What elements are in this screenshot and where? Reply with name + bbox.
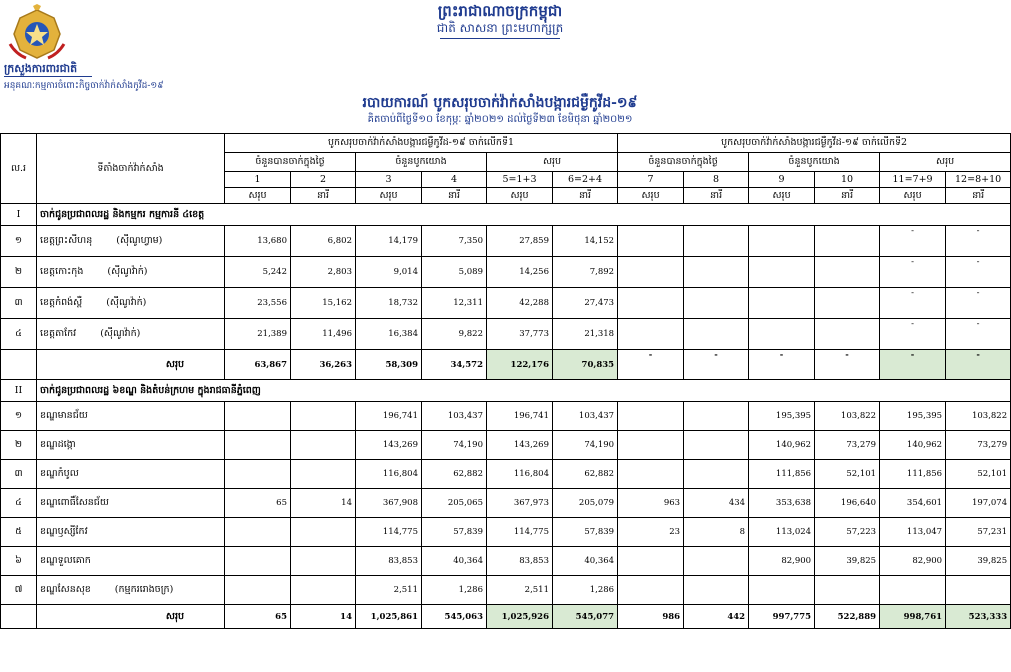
data-cell: 57,223 <box>815 518 880 547</box>
data-cell <box>946 576 1011 605</box>
ministry-name: ក្រសួងការពារជាតិ <box>4 62 78 75</box>
place-name: ខណ្ឌកំបូល <box>40 468 79 479</box>
data-cell <box>291 547 356 576</box>
data-cell <box>684 319 749 350</box>
column-number: 12=8+10 <box>946 172 1011 188</box>
data-cell: 116,804 <box>356 460 422 489</box>
total-row <box>1 605 1011 629</box>
column-number: 5=1+3 <box>487 172 553 188</box>
data-cell: 354,601 <box>880 489 946 518</box>
total-cell: 65 <box>225 605 291 629</box>
data-cell: 52,101 <box>946 460 1011 489</box>
header-dose2-cumulative: ចំនួនបូកយោង <box>749 153 880 172</box>
total-cell <box>815 350 880 380</box>
dash-value: - <box>976 350 980 360</box>
data-cell: 15,162 <box>291 288 356 319</box>
column-unit: សរុប <box>356 188 422 204</box>
total-cell: 523,333 <box>946 605 1011 629</box>
place-cell <box>37 431 225 460</box>
row-number: ១ <box>1 402 37 431</box>
place-name: ខណ្ឌទួលគោក <box>40 555 91 566</box>
header-no: ល.រ <box>1 134 37 204</box>
dash-value: - <box>910 350 915 360</box>
data-cell: 353,638 <box>749 489 815 518</box>
data-cell: 143,269 <box>356 431 422 460</box>
report-header <box>0 0 1000 132</box>
data-cell: 21,389 <box>225 319 291 350</box>
place-name: ខណ្ឌសែនសុខ <box>40 584 91 595</box>
place-name: ខណ្ឌឫស្សីកែវ <box>40 526 88 537</box>
place-cell <box>37 576 225 605</box>
data-cell <box>225 431 291 460</box>
data-cell <box>618 226 684 257</box>
data-cell: 1,286 <box>553 576 618 605</box>
data-cell <box>749 288 815 319</box>
data-cell: 40,364 <box>422 547 487 576</box>
data-cell <box>749 226 815 257</box>
data-cell <box>684 226 749 257</box>
data-cell: 103,822 <box>815 402 880 431</box>
data-cell: 116,804 <box>487 460 553 489</box>
ministry-underline <box>4 76 92 77</box>
data-cell <box>618 288 684 319</box>
dash-value: - <box>911 288 914 298</box>
total-cell: 122,176 <box>487 350 553 380</box>
data-cell: 12,311 <box>422 288 487 319</box>
data-cell <box>815 257 880 288</box>
column-number: 8 <box>684 172 749 188</box>
row-number: ៣ <box>1 288 37 319</box>
place-name: ខេត្តកំពង់ស្ពឺ <box>40 297 83 308</box>
data-cell: 195,395 <box>880 402 946 431</box>
place-cell <box>37 319 225 350</box>
data-cell: 113,024 <box>749 518 815 547</box>
dash-value: - <box>976 257 980 267</box>
total-cell: 998,761 <box>880 605 946 629</box>
data-cell: 2,511 <box>356 576 422 605</box>
row-number: ២ <box>1 257 37 288</box>
data-cell: 16,384 <box>356 319 422 350</box>
place-cell <box>37 402 225 431</box>
column-unit: នារី <box>553 188 618 204</box>
data-cell <box>684 402 749 431</box>
dash-value: - <box>845 350 849 360</box>
data-cell <box>684 288 749 319</box>
data-cell <box>815 319 880 350</box>
data-cell <box>618 547 684 576</box>
data-cell: 39,825 <box>815 547 880 576</box>
place-cell <box>37 288 225 319</box>
total-cell <box>618 350 684 380</box>
table-row <box>1 518 1011 547</box>
data-cell <box>946 257 1011 288</box>
data-cell: 8 <box>684 518 749 547</box>
data-cell: 7,892 <box>553 257 618 288</box>
column-number: 11=7+9 <box>880 172 946 188</box>
data-cell: 205,079 <box>553 489 618 518</box>
column-unit: សរុប <box>880 188 946 204</box>
table-row <box>1 576 1011 605</box>
total-no-cell <box>1 605 37 629</box>
data-cell: 82,900 <box>880 547 946 576</box>
place-cell <box>37 226 225 257</box>
section-number: II <box>1 380 37 402</box>
column-number: 2 <box>291 172 356 188</box>
data-cell: 57,231 <box>946 518 1011 547</box>
section-number: I <box>1 204 37 226</box>
data-cell: 111,856 <box>880 460 946 489</box>
total-cell <box>946 350 1011 380</box>
data-cell: 196,741 <box>356 402 422 431</box>
data-cell: 83,853 <box>356 547 422 576</box>
data-cell: 73,279 <box>815 431 880 460</box>
data-cell <box>618 319 684 350</box>
row-number: ១ <box>1 226 37 257</box>
dash-value: - <box>976 319 980 329</box>
place-name: ខេត្តព្រះសីហនុ <box>40 235 93 246</box>
data-cell: 195,395 <box>749 402 815 431</box>
data-cell: 42,288 <box>487 288 553 319</box>
dash-value: - <box>911 226 914 236</box>
row-number: ២ <box>1 431 37 460</box>
table-row <box>1 402 1011 431</box>
column-unit: នារី <box>422 188 487 204</box>
data-cell <box>291 518 356 547</box>
row-number: ៥ <box>1 518 37 547</box>
column-number: 1 <box>225 172 291 188</box>
place-name: ខេត្តកោះកុង <box>40 266 84 277</box>
data-cell: 196,741 <box>487 402 553 431</box>
total-cell <box>880 350 946 380</box>
total-cell: 1,025,926 <box>487 605 553 629</box>
table-row <box>1 319 1011 350</box>
total-label: សរុប <box>37 605 225 629</box>
data-cell: 103,822 <box>946 402 1011 431</box>
place-cell <box>37 489 225 518</box>
total-cell: 58,309 <box>356 350 422 380</box>
header-dose1-total: សរុប <box>487 153 618 172</box>
header-dose2: បូកសរុបចាក់វ៉ាក់សាំងបង្ការជម្ងឺកូវីដ-១៩ ចាក់លើកទី2 <box>618 134 1011 153</box>
place-cell <box>37 460 225 489</box>
column-unit: នារី <box>946 188 1011 204</box>
data-cell: 963 <box>618 489 684 518</box>
total-cell: 442 <box>684 605 749 629</box>
place-cell <box>37 547 225 576</box>
dash-value: - <box>714 350 718 360</box>
data-cell: 103,437 <box>422 402 487 431</box>
total-cell <box>684 350 749 380</box>
total-cell: 14 <box>291 605 356 629</box>
row-number: ៤ <box>1 319 37 350</box>
data-cell: 52,101 <box>815 460 880 489</box>
data-cell <box>225 460 291 489</box>
data-cell <box>880 319 946 350</box>
data-cell: 114,775 <box>356 518 422 547</box>
place-name: ខណ្ឌដង្កោ <box>40 439 76 450</box>
data-cell <box>749 576 815 605</box>
total-cell <box>749 350 815 380</box>
table-row <box>1 489 1011 518</box>
column-unit: នារី <box>291 188 356 204</box>
data-cell <box>815 226 880 257</box>
data-cell <box>291 431 356 460</box>
vaccine-type: (ស៊ីណូវ៉ាក់) <box>106 297 147 308</box>
data-cell: 18,732 <box>356 288 422 319</box>
data-cell: 9,014 <box>356 257 422 288</box>
data-cell: 103,437 <box>553 402 618 431</box>
national-motto: ជាតិ សាសនា ព្រះមហាក្សត្រ <box>436 21 564 35</box>
data-cell <box>618 402 684 431</box>
column-unit: នារី <box>815 188 880 204</box>
header-dose1-cumulative: ចំនួនបូកយោង <box>356 153 487 172</box>
data-cell <box>815 288 880 319</box>
data-cell: 82,900 <box>749 547 815 576</box>
dash-value: - <box>779 350 784 360</box>
data-cell: 39,825 <box>946 547 1011 576</box>
data-cell <box>880 288 946 319</box>
data-cell: 434 <box>684 489 749 518</box>
data-cell: 111,856 <box>749 460 815 489</box>
total-cell: 986 <box>618 605 684 629</box>
data-cell: 367,973 <box>487 489 553 518</box>
data-cell: 13,680 <box>225 226 291 257</box>
data-cell: 205,065 <box>422 489 487 518</box>
report-title: របាយការណ៍ បូកសរុបចាក់វ៉ាក់សាំងបង្ការជម្ងឺកូវីដ-១៩ <box>362 95 638 111</box>
dash-value: - <box>911 319 914 329</box>
row-number: ៣ <box>1 460 37 489</box>
data-cell <box>946 226 1011 257</box>
data-cell: 2,511 <box>487 576 553 605</box>
data-cell <box>684 257 749 288</box>
data-cell: 74,190 <box>422 431 487 460</box>
place-cell <box>37 518 225 547</box>
data-cell <box>880 576 946 605</box>
column-number: 7 <box>618 172 684 188</box>
data-cell: 23,556 <box>225 288 291 319</box>
data-cell <box>880 257 946 288</box>
data-cell: 6,802 <box>291 226 356 257</box>
total-no-cell <box>1 350 37 380</box>
section-title: ចាក់ជូនប្រជាពលរដ្ឋ និងកម្មករ កម្មការនី ៤ខេត្ត <box>37 204 1011 226</box>
total-cell: 36,263 <box>291 350 356 380</box>
place-name: ខណ្ឌមានជ័យ <box>40 410 88 421</box>
data-cell: 27,859 <box>487 226 553 257</box>
data-cell: 196,640 <box>815 489 880 518</box>
data-cell: 14 <box>291 489 356 518</box>
row-number: ៦ <box>1 547 37 576</box>
data-cell: 57,839 <box>422 518 487 547</box>
table-row <box>1 547 1011 576</box>
data-cell: 14,152 <box>553 226 618 257</box>
data-cell: 37,773 <box>487 319 553 350</box>
vaccination-table <box>0 133 1011 629</box>
data-cell: 40,364 <box>553 547 618 576</box>
data-cell <box>946 288 1011 319</box>
data-cell: 11,496 <box>291 319 356 350</box>
column-unit: សរុប <box>618 188 684 204</box>
data-cell <box>618 431 684 460</box>
column-number: 9 <box>749 172 815 188</box>
table-row <box>1 460 1011 489</box>
data-cell: 73,279 <box>946 431 1011 460</box>
commission-name: អនុគណៈកម្មការចំពោះកិច្ចចាក់វ៉ាក់សាំងកូវីដ-១៩ <box>4 81 164 91</box>
data-cell: 14,256 <box>487 257 553 288</box>
vaccine-type: (កម្មកររោងចក្រ) <box>114 584 174 595</box>
total-row <box>1 350 1011 380</box>
dash-value: - <box>648 350 653 360</box>
header-place: ទីតាំងចាក់វ៉ាក់សាំង <box>37 134 225 204</box>
table-row <box>1 431 1011 460</box>
data-cell: 2,803 <box>291 257 356 288</box>
data-cell: 140,962 <box>749 431 815 460</box>
table-row <box>1 288 1011 319</box>
column-number: 3 <box>356 172 422 188</box>
total-cell: 545,063 <box>422 605 487 629</box>
data-cell: 197,074 <box>946 489 1011 518</box>
section-title: ចាក់ជូនប្រជាពលរដ្ឋ ៦ខណ្ឌ និងតំបន់ក្រហម ក្នុងរាជធានីភ្នំពេញ <box>37 380 1011 402</box>
total-cell: 63,867 <box>225 350 291 380</box>
data-cell: 65 <box>225 489 291 518</box>
table-row <box>1 226 1011 257</box>
kingdom-heading: ព្រះរាជាណាចក្រកម្ពុជា <box>437 2 563 20</box>
data-cell <box>291 576 356 605</box>
data-cell <box>291 460 356 489</box>
header-dose1-today: ចំនួនបានចាក់ក្នុងថ្ងៃ <box>225 153 356 172</box>
header-dose2-today: ចំនួនបានចាក់ក្នុងថ្ងៃ <box>618 153 749 172</box>
vaccine-type: (ស៊ីណូវ៉ាក់) <box>107 266 148 277</box>
data-cell <box>749 257 815 288</box>
table-row <box>1 257 1011 288</box>
data-cell: 114,775 <box>487 518 553 547</box>
data-cell <box>618 460 684 489</box>
data-cell: 27,473 <box>553 288 618 319</box>
column-unit: សរុប <box>749 188 815 204</box>
row-number: ៤ <box>1 489 37 518</box>
place-name: ខណ្ឌពោធិ៍សែនជ័យ <box>40 497 109 508</box>
header-dose2-total: សរុប <box>880 153 1011 172</box>
column-unit: នារី <box>684 188 749 204</box>
dash-value: - <box>976 288 980 298</box>
data-cell: 57,839 <box>553 518 618 547</box>
data-cell <box>815 576 880 605</box>
header-dose1: បូកសរុបចាក់វ៉ាក់សាំងបង្ការជម្ងឺកូវីដ-១៩ ចាក់លើកទី1 <box>225 134 618 153</box>
data-cell <box>618 576 684 605</box>
data-cell: 21,318 <box>553 319 618 350</box>
place-name: ខេត្តតាកែវ <box>40 328 77 339</box>
data-cell <box>291 402 356 431</box>
data-cell <box>618 257 684 288</box>
total-cell: 34,572 <box>422 350 487 380</box>
data-cell: 62,882 <box>553 460 618 489</box>
data-cell: 7,350 <box>422 226 487 257</box>
dash-value: - <box>911 257 914 267</box>
data-cell: 23 <box>618 518 684 547</box>
place-cell <box>37 257 225 288</box>
data-cell <box>684 460 749 489</box>
data-cell: 367,908 <box>356 489 422 518</box>
vaccine-type: (ស៊ីណូវ៉ាក់) <box>100 328 141 339</box>
data-cell <box>225 518 291 547</box>
data-cell: 14,179 <box>356 226 422 257</box>
total-cell: 1,025,861 <box>356 605 422 629</box>
data-cell: 143,269 <box>487 431 553 460</box>
data-cell: 1,286 <box>422 576 487 605</box>
data-cell <box>684 431 749 460</box>
data-cell <box>225 576 291 605</box>
data-cell: 62,882 <box>422 460 487 489</box>
total-cell: 70,835 <box>553 350 618 380</box>
column-number: 10 <box>815 172 880 188</box>
data-cell: 74,190 <box>553 431 618 460</box>
data-cell <box>225 402 291 431</box>
column-unit: សរុប <box>487 188 553 204</box>
data-cell <box>749 319 815 350</box>
dash-value: - <box>976 226 980 236</box>
row-number: ៧ <box>1 576 37 605</box>
data-cell <box>684 576 749 605</box>
total-label: សរុប <box>37 350 225 380</box>
total-cell: 545,077 <box>553 605 618 629</box>
column-number: 6=2+4 <box>553 172 618 188</box>
column-unit: សរុប <box>225 188 291 204</box>
section-header-row <box>1 204 1011 226</box>
data-cell: 83,853 <box>487 547 553 576</box>
data-cell: 140,962 <box>880 431 946 460</box>
total-cell: 997,775 <box>749 605 815 629</box>
data-cell <box>225 547 291 576</box>
data-cell: 9,822 <box>422 319 487 350</box>
report-period: គិតចាប់ពីថ្ងៃទី១០ ខែកុម្ភៈ ឆ្នាំ២០២១ ដល់ថ្ងៃទី២៣ ខែមិថុនា ឆ្នាំ២០២១ <box>367 114 633 125</box>
section-header-row <box>1 380 1011 402</box>
data-cell <box>946 319 1011 350</box>
data-cell: 5,089 <box>422 257 487 288</box>
data-cell <box>880 226 946 257</box>
vaccine-type: (ស៊ីណូហ្វាម) <box>116 235 163 246</box>
column-number: 4 <box>422 172 487 188</box>
motto-divider <box>440 38 560 39</box>
data-cell <box>684 547 749 576</box>
data-cell: 5,242 <box>225 257 291 288</box>
data-cell: 113,047 <box>880 518 946 547</box>
total-cell: 522,889 <box>815 605 880 629</box>
